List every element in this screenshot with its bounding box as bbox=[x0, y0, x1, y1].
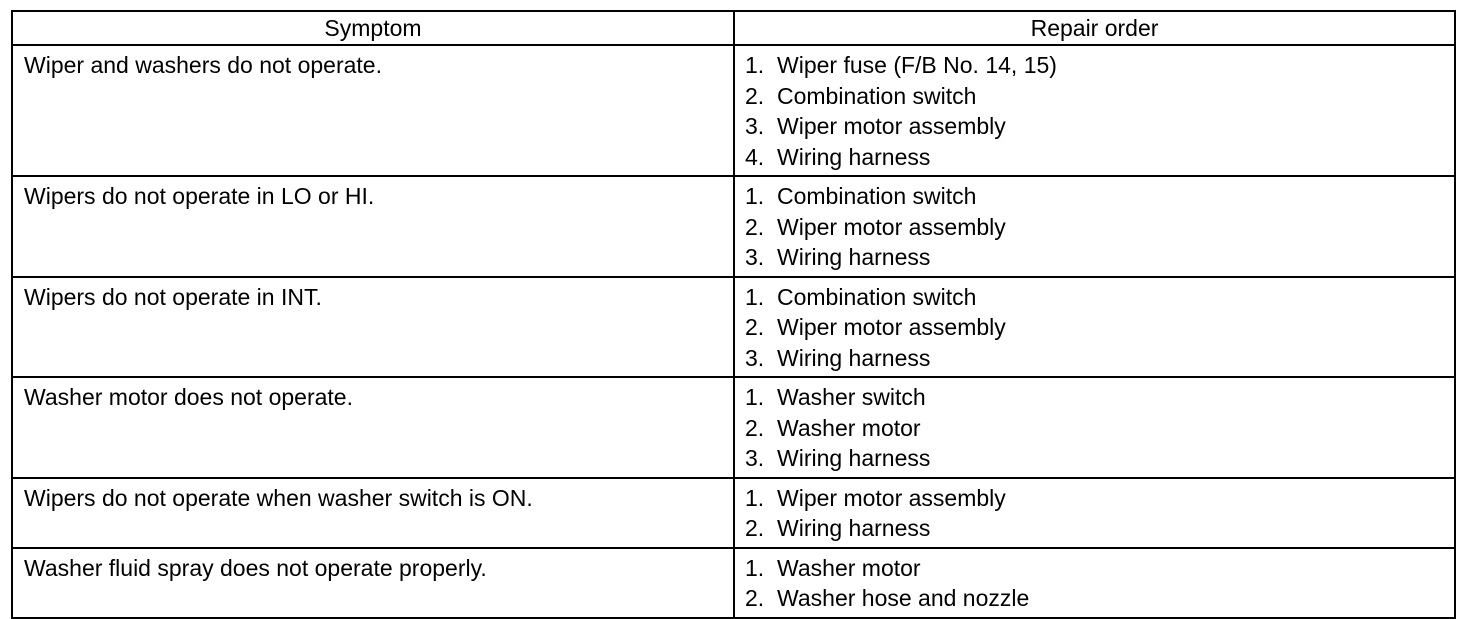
repair-step-text: Washer motor bbox=[777, 554, 921, 581]
repair-step bbox=[745, 553, 1444, 584]
repair-step bbox=[745, 81, 1444, 112]
repair-step-number: 3. bbox=[745, 344, 765, 371]
repair-step-text: Washer switch bbox=[777, 384, 926, 410]
repair-step-text: Wiper fuse (F/B No. 14, 15) bbox=[777, 52, 1057, 78]
repair-step-text: Wiring harness bbox=[777, 143, 931, 170]
symptom-cell: Washer fluid spray does not operate properly. bbox=[12, 548, 734, 618]
repair-step-number: 1. bbox=[745, 183, 765, 209]
troubleshooting-table bbox=[11, 10, 1456, 619]
repair-step-text: Combination switch bbox=[777, 183, 977, 209]
repair-step-text: Combination switch bbox=[777, 82, 977, 109]
repair-step-number: 4. bbox=[745, 143, 765, 170]
repair-step-text: Wiring harness bbox=[777, 445, 931, 471]
symptom-column-header: Symptom bbox=[12, 11, 734, 45]
repair-step bbox=[745, 181, 1444, 212]
repair-step-text: Wiper motor assembly bbox=[777, 213, 1006, 240]
repair-order-cell bbox=[734, 548, 1455, 618]
repair-step bbox=[745, 142, 1444, 173]
repair-step-text: Washer hose and nozzle bbox=[777, 585, 1030, 611]
repair-order-cell bbox=[734, 277, 1455, 378]
repair-step-number: 2. bbox=[745, 585, 765, 611]
repair-order-cell bbox=[734, 45, 1455, 176]
table-header-row bbox=[12, 11, 1455, 45]
repair-step bbox=[745, 513, 1444, 544]
table-row bbox=[12, 45, 1455, 176]
table-row bbox=[12, 478, 1455, 548]
repair-step bbox=[745, 483, 1444, 514]
symptom-cell: Wiper and washers do not operate. bbox=[12, 45, 734, 176]
repair-step-text: Wiper motor assembly bbox=[777, 113, 1006, 139]
repair-step bbox=[745, 343, 1444, 374]
repair-step-text: Wiring harness bbox=[777, 515, 931, 541]
repair-step-number: 2. bbox=[745, 82, 765, 109]
repair-step-number: 2. bbox=[745, 515, 765, 541]
repair-step-text: Wiper motor assembly bbox=[777, 484, 1006, 511]
repair-step-number: 2. bbox=[745, 314, 765, 340]
symptom-cell: Wipers do not operate in LO or HI. bbox=[12, 176, 734, 277]
symptom-cell: Wipers do not operate when washer switch is ON. bbox=[12, 478, 734, 548]
repair-step-text: Combination switch bbox=[777, 283, 977, 310]
repair-step-text: Wiper motor assembly bbox=[777, 314, 1006, 340]
repair-step-text: Washer motor bbox=[777, 414, 921, 441]
repair-step-number: 1. bbox=[745, 484, 765, 511]
symptom-cell: Wipers do not operate in INT. bbox=[12, 277, 734, 378]
repair-step bbox=[745, 111, 1444, 142]
repair-step bbox=[745, 282, 1444, 313]
repair-step-text: Wiring harness bbox=[777, 244, 931, 270]
troubleshooting-table-container bbox=[11, 10, 1456, 619]
repair-step bbox=[745, 242, 1444, 273]
repair-step bbox=[745, 50, 1444, 81]
repair-step-number: 1. bbox=[745, 384, 765, 410]
repair-step bbox=[745, 312, 1444, 343]
repair-step-number: 3. bbox=[745, 445, 765, 471]
repair-step bbox=[745, 413, 1444, 444]
repair-order-cell bbox=[734, 478, 1455, 548]
repair-order-column-header: Repair order bbox=[734, 11, 1455, 45]
symptom-cell: Washer motor does not operate. bbox=[12, 377, 734, 478]
repair-step-number: 1. bbox=[745, 283, 765, 310]
table-row bbox=[12, 377, 1455, 478]
repair-step-number: 3. bbox=[745, 244, 765, 270]
repair-step bbox=[745, 583, 1444, 614]
repair-step-number: 3. bbox=[745, 113, 765, 139]
repair-step-number: 1. bbox=[745, 52, 765, 78]
repair-step-number: 2. bbox=[745, 414, 765, 441]
table-body bbox=[12, 45, 1455, 618]
repair-step-text: Wiring harness bbox=[777, 344, 931, 371]
repair-step bbox=[745, 212, 1444, 243]
table-row bbox=[12, 176, 1455, 277]
repair-order-cell bbox=[734, 176, 1455, 277]
repair-step bbox=[745, 382, 1444, 413]
table-row bbox=[12, 277, 1455, 378]
repair-step-number: 1. bbox=[745, 554, 765, 581]
repair-step-number: 2. bbox=[745, 213, 765, 240]
table-row bbox=[12, 548, 1455, 618]
repair-step bbox=[745, 443, 1444, 474]
repair-order-cell bbox=[734, 377, 1455, 478]
